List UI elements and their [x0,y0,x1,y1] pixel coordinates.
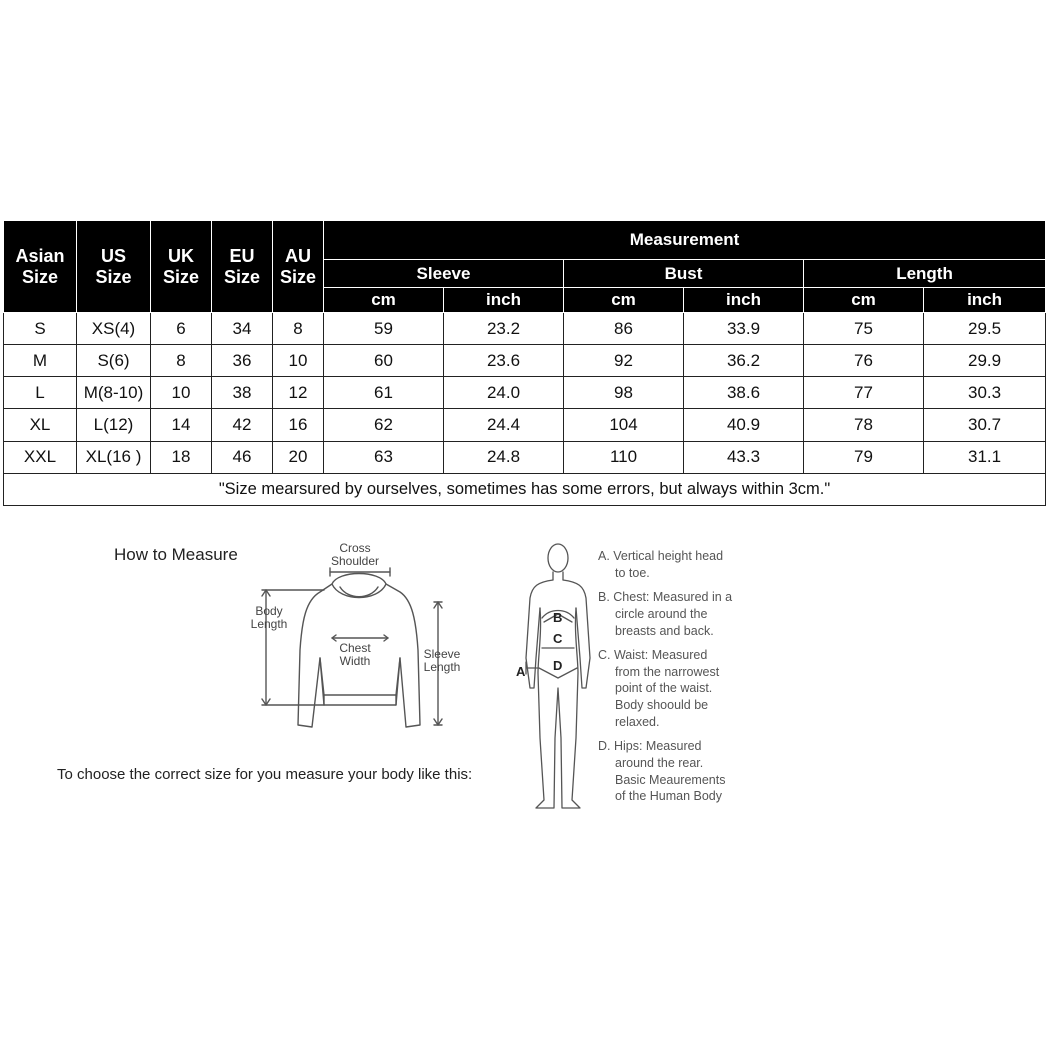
cell-eu: 42 [212,409,273,441]
instruction-text: To choose the correct size for you measure your body like this: [57,766,473,783]
cell-uk: 6 [151,313,212,345]
cell-au: 10 [273,345,324,377]
letter-b: B [553,610,563,625]
cell-length-inch: 29.9 [924,345,1046,377]
header-asian-size: Asian Size [4,221,77,313]
cell-us: L(12) [77,409,151,441]
header-sleeve-inch: inch [444,288,564,313]
table-row [4,377,1046,409]
cell-bust-cm: 92 [564,345,684,377]
header-length-inch: inch [924,288,1046,313]
size-note: "Size mearsured by ourselves, sometimes has some errors, but always within 3cm." [4,473,1046,505]
cell-bust-cm: 104 [564,409,684,441]
definition-item: B. Chest: Measured in a circle around the breasts and back. [598,590,733,638]
cell-au: 8 [273,313,324,345]
cell-asian: S [4,313,77,345]
cell-bust-cm: 110 [564,441,684,473]
cell-bust-inch: 33.9 [684,313,804,345]
table-row [4,345,1046,377]
cell-sleeve-inch: 24.4 [444,409,564,441]
cell-bust-inch: 43.3 [684,441,804,473]
header-us-size: US Size [77,221,151,313]
cell-us: S(6) [77,345,151,377]
cell-eu: 38 [212,377,273,409]
cell-au: 16 [273,409,324,441]
letter-d: D [553,658,563,673]
cell-length-cm: 77 [804,377,924,409]
cell-sleeve-inch: 24.0 [444,377,564,409]
header-uk-size: UK Size [151,221,212,313]
cell-asian: M [4,345,77,377]
cell-sleeve-cm: 62 [324,409,444,441]
cell-length-inch: 31.1 [924,441,1046,473]
header-bust-inch: inch [684,288,804,313]
table-row [4,313,1046,345]
cell-us: XS(4) [77,313,151,345]
header-bust: Bust [564,260,804,288]
header-sleeve-cm: cm [324,288,444,313]
header-measurement: Measurement [324,221,1046,260]
body-length-label: Body Length [250,604,288,632]
cell-asian: XL [4,409,77,441]
cell-sleeve-inch: 23.2 [444,313,564,345]
cell-bust-inch: 40.9 [684,409,804,441]
cell-bust-inch: 38.6 [684,377,804,409]
cell-uk: 10 [151,377,212,409]
header-sleeve: Sleeve [324,260,564,288]
cell-length-cm: 75 [804,313,924,345]
how-to-measure-title: How to Measure [114,545,238,564]
cell-au: 12 [273,377,324,409]
cell-length-inch: 29.5 [924,313,1046,345]
cell-length-inch: 30.3 [924,377,1046,409]
cell-sleeve-inch: 24.8 [444,441,564,473]
cell-eu: 46 [212,441,273,473]
header-eu-size: EU Size [212,221,273,313]
table-row [4,441,1046,473]
definition-item: A. Vertical height head to toe. [598,549,724,580]
table-row [4,409,1046,441]
cell-length-cm: 79 [804,441,924,473]
definition-item: D. Hips: Measured around the rear. Basic Meaurements of the Human Body [598,739,726,804]
cell-length-cm: 76 [804,345,924,377]
cell-sleeve-cm: 60 [324,345,444,377]
cell-au: 20 [273,441,324,473]
cell-sleeve-inch: 23.6 [444,345,564,377]
cell-uk: 8 [151,345,212,377]
header-length: Length [804,260,1046,288]
chest-width-label: Chest Width [339,641,371,669]
size-chart-table [3,220,1046,506]
cell-sleeve-cm: 63 [324,441,444,473]
header-length-cm: cm [804,288,924,313]
measurement-definitions [598,548,768,813]
cell-uk: 14 [151,409,212,441]
cell-length-inch: 30.7 [924,409,1046,441]
definition-item: C. Waist: Measured from the narrowest point of the waist. Body shoould be relaxed. [598,648,720,729]
cell-length-cm: 78 [804,409,924,441]
cell-us: XL(16 ) [77,441,151,473]
cell-sleeve-cm: 61 [324,377,444,409]
letter-c: C [553,631,563,646]
cell-asian: L [4,377,77,409]
cell-bust-cm: 86 [564,313,684,345]
sweater-diagram [240,540,480,740]
cell-sleeve-cm: 59 [324,313,444,345]
sleeve-length-label: Sleeve Length [423,647,461,675]
cell-asian: XXL [4,441,77,473]
cell-eu: 34 [212,313,273,345]
header-bust-cm: cm [564,288,684,313]
cell-bust-cm: 98 [564,377,684,409]
cross-shoulder-label: Cross Shoulder [330,541,380,569]
cell-bust-inch: 36.2 [684,345,804,377]
cell-us: M(8-10) [77,377,151,409]
letter-a: A [516,664,526,679]
cell-eu: 36 [212,345,273,377]
header-au-size: AU Size [273,221,324,313]
cell-uk: 18 [151,441,212,473]
